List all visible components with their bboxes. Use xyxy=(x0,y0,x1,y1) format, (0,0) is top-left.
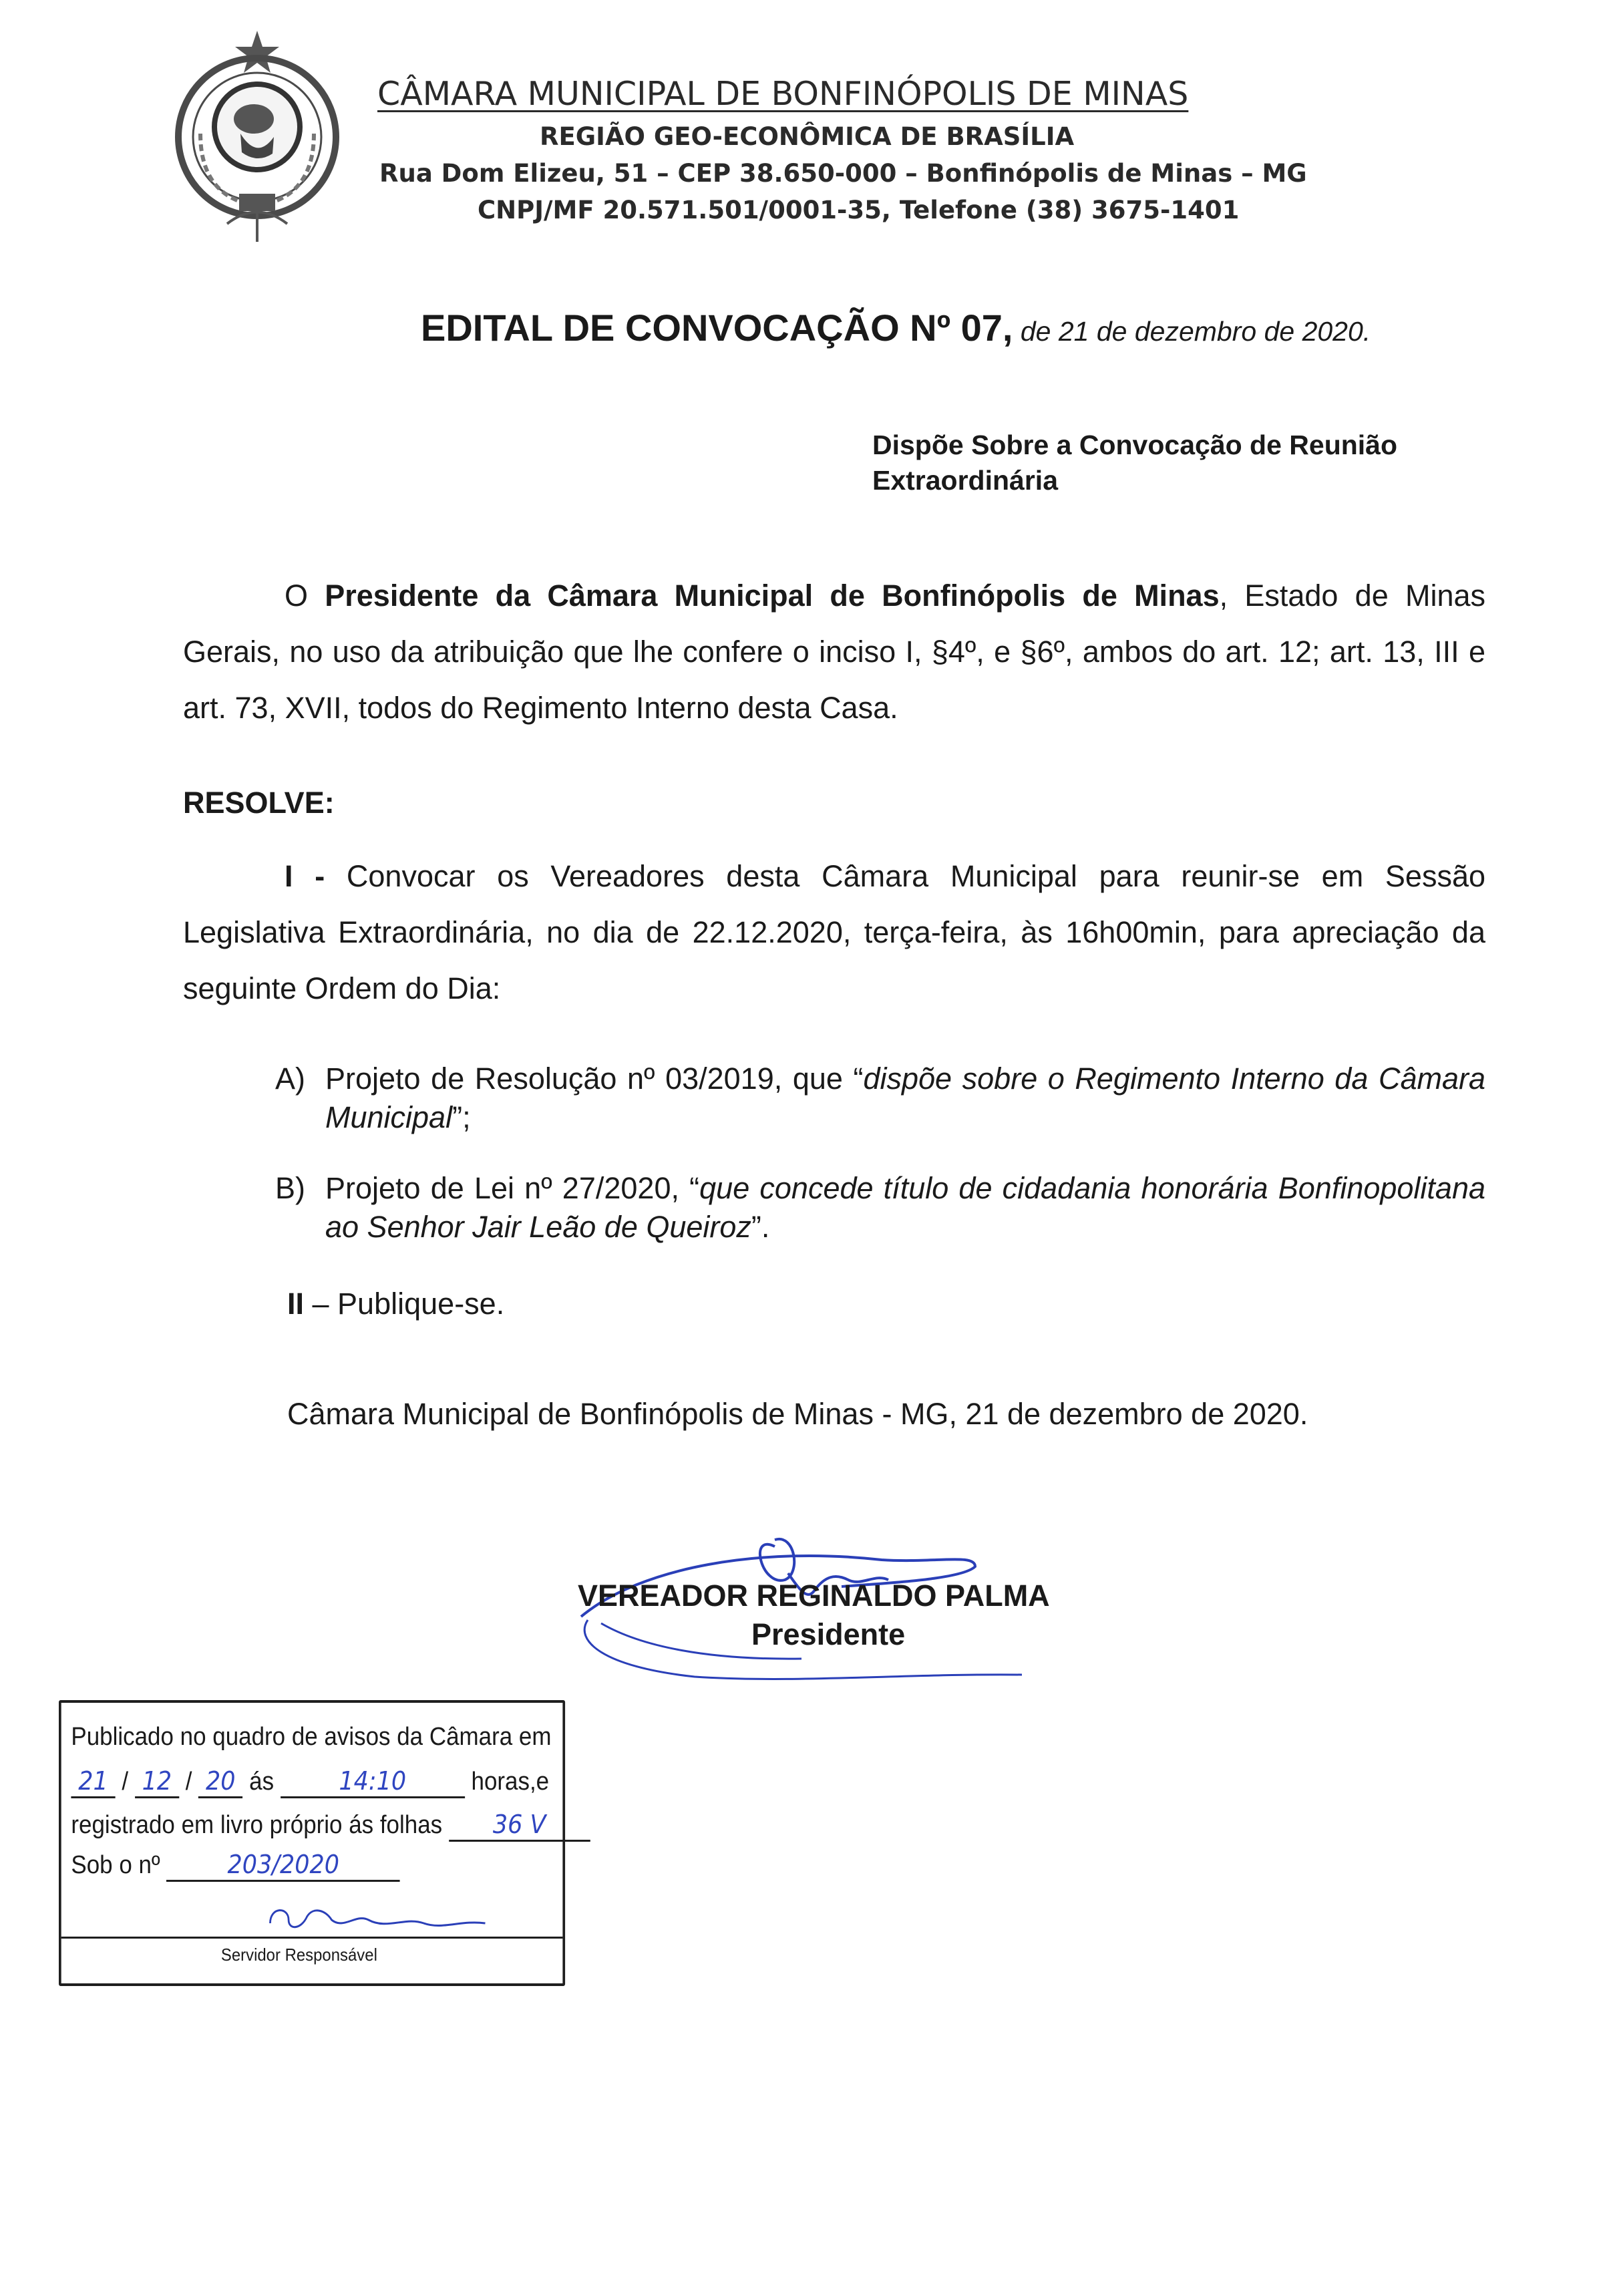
article-1-number: I - xyxy=(285,859,325,893)
agenda-item-label: B) xyxy=(275,1171,305,1205)
stamp-line-1: Publicado no quadro de avisos da Câmara em xyxy=(71,1723,552,1751)
stamp-footer: Servidor Responsável xyxy=(220,1945,377,1965)
edital-title: EDITAL DE CONVOCAÇÃO Nº 07, xyxy=(421,307,1013,349)
preamble-subject: Presidente da Câmara Municipal de Bonfinópolis de Minas xyxy=(325,579,1220,613)
institution-name: CÂMARA MUNICIPAL DE BONFINÓPOLIS DE MINAS xyxy=(377,75,1189,113)
agenda-item-b: B) Projeto de Lei nº 27/2020, “que concede título de cidadania honorária Bonfinopolitana ao Senhor Jair Leão de Queiroz”. xyxy=(275,1169,1485,1247)
edital-date: de 21 de dezembro de 2020. xyxy=(1013,316,1371,347)
cnpj-phone-line: CNPJ/MF 20.571.501/0001-35, Telefone (38) 3675-1401 xyxy=(478,196,1240,224)
municipal-seal-logo xyxy=(160,27,354,244)
region-subtitle: REGIÃO GEO-ECONÔMICA DE BRASÍLIA xyxy=(540,122,1075,151)
agenda-item-a: A) Projeto de Resolução nº 03/2019, que “dispõe sobre o Regimento Interno da Câmara Municipal”; xyxy=(275,1059,1485,1137)
stamp-folhas: 36 V xyxy=(492,1810,546,1839)
signatory-role: Presidente xyxy=(751,1617,906,1651)
edital-heading xyxy=(421,306,1371,349)
resolve-label: RESOLVE: xyxy=(183,786,335,820)
stamp-day: 21 xyxy=(78,1766,108,1796)
stamp-line-4: Sob o nº 203/2020 xyxy=(71,1850,400,1882)
signatory-name: VEREADOR REGINALDO PALMA xyxy=(578,1579,1050,1613)
preamble-paragraph: O Presidente da Câmara Municipal de Bonfinópolis de Minas, Estado de Minas Gerais, no uso da atribuição que lhe confere o inciso I, §4º, e §6º, ambos do art. 12; art. 13, III e art. 73, XVII, todos do Regimento Interno desta Casa. xyxy=(183,579,1485,725)
article-2-number: II xyxy=(287,1287,305,1321)
stamp-signature xyxy=(264,1893,498,1940)
closing-place-date: Câmara Municipal de Bonfinópolis de Minas - MG, 21 de dezembro de 2020. xyxy=(287,1397,1308,1431)
address-line: Rua Dom Elizeu, 51 – CEP 38.650-000 – Bonfinópolis de Minas – MG xyxy=(379,159,1307,188)
agenda-item-label: A) xyxy=(275,1061,305,1096)
publication-stamp xyxy=(59,1700,565,1986)
stamp-time: 14:10 xyxy=(339,1766,407,1796)
stamp-divider xyxy=(61,1937,563,1939)
article-1-paragraph: I - Convocar os Vereadores desta Câmara Municipal para reunir-se em Sessão Legislativa Extraordinária, no dia de 22.12.2020, terça-feira, às 16h00min, para apreciação da seguinte Ordem do Dia: xyxy=(183,859,1485,1005)
article-2-paragraph: II – Publique-se. xyxy=(287,1287,505,1321)
stamp-line-3: registrado em livro próprio ás folhas 36 V xyxy=(71,1810,590,1842)
ementa: Dispõe Sobre a Convocação de Reunião Extraordinária xyxy=(872,430,1398,496)
stamp-month: 12 xyxy=(142,1766,172,1796)
stamp-date-line: 21 / 12 / 20 ás 14:10 horas,e xyxy=(71,1766,549,1798)
signature-block xyxy=(578,1577,1050,1654)
stamp-year: 20 xyxy=(206,1766,236,1796)
stamp-number: 203/2020 xyxy=(227,1850,339,1879)
